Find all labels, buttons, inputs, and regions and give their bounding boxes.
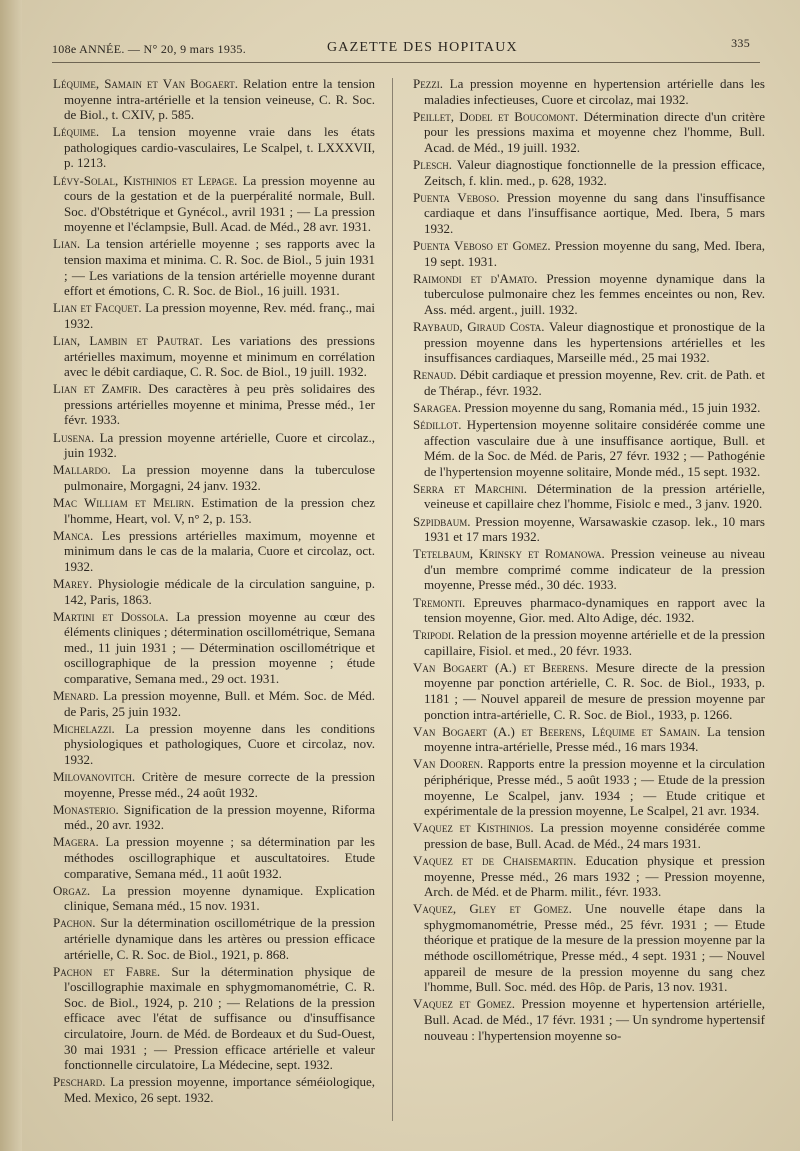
entry-author: Magera. — [53, 834, 99, 850]
issue-info: 108e ANNÉE. — N° 20, 9 mars 1935. — [52, 42, 247, 56]
entry-text: La pression moyenne dans les conditions physiologiques et pathologiques, Cuore et circolaz, nov. 1932. — [64, 720, 375, 767]
entry-author: Renaud. — [413, 367, 457, 383]
entry-author: Raybaud, Giraud Costa. — [413, 318, 545, 334]
journal-title: GAZETTE DES HOPITAUX — [327, 40, 518, 55]
entry-author: Van Bogaert (A.) et Beerens, Léquime et Samain. — [413, 723, 701, 739]
entry-author: Van Dooren. — [413, 756, 484, 772]
entry-author: Lian et Zamfir. — [53, 381, 142, 397]
bibliography-entry — [53, 173, 375, 235]
entry-text: Détermination directe d'un critère pour les pressions maxima et moyenne chez l'homme, Bull. Acad. de Méd., 19 juill. 1932. — [424, 108, 766, 155]
bibliography-entry — [413, 514, 765, 545]
bibliography-entry — [53, 333, 375, 380]
entry-text: La pression moyenne, Rev. méd. franç., mai 1932. — [64, 300, 375, 331]
bibliography-entry — [413, 660, 765, 722]
page-number: 335 — [731, 36, 750, 50]
entry-text: Rapports entre la pression moyenne et la circulation périphérique, Presse méd., 5 août 1933 ; — Etude de la pression moyenne, Le Scalpel, janv. 1934 ; — Etude critique et expérimentale de la pression moyenne, Le Scalpel, 21 avr. 1934. — [424, 756, 766, 819]
entry-author: Tetelbaum, Krinsky et Romanowa. — [413, 546, 605, 562]
entry-text: Valeur diagnostique fonctionnelle de la pression efficace, Zeitsch, f. klin. med., p. 628, 1932. — [424, 156, 765, 188]
entry-author: Michelazzi. — [53, 720, 115, 736]
entry-author: Serra et Marchini. — [413, 480, 527, 496]
left-column — [53, 76, 375, 1107]
entry-author: Pachon et Fabre. — [53, 963, 161, 979]
bibliography-entry — [413, 238, 765, 269]
entry-text: Pression moyenne, Warsawaskie czasop. lek., 10 mars 1931 et 17 mars 1932. — [424, 513, 765, 545]
bibliography-entry — [53, 721, 375, 768]
entry-text: Détermination de la pression artérielle, veineuse et capillaire chez l'homme, Fisiolc e med., 3 janv. 1920. — [424, 480, 765, 512]
bibliography-entry — [413, 319, 765, 366]
entry-text: La pression moyenne dynamique. Explication clinique, Semana méd., 15 nov. 1931. — [64, 882, 375, 914]
entry-text: La pression moyenne ; sa détermination par les méthodes oscillographique et auscultatoires. Etude comparative, Semana méd., 11 août 1932. — [64, 834, 375, 881]
entry-author: Peillet, Dodel et Boucomont. — [413, 108, 579, 124]
entry-text: Epreuves pharmaco-dynamiques en rapport avec la tension moyenne, Gior. med. Alto Adige, déc. 1932. — [424, 594, 765, 626]
entry-text: La pression moyenne, Bull. et Mém. Soc. de Méd. de Paris, 25 juin 1932. — [64, 688, 375, 719]
bibliography-entry — [413, 901, 765, 995]
bibliography-entry — [53, 528, 375, 575]
right-column — [413, 76, 765, 1045]
column-divider — [392, 78, 393, 1121]
bibliography-entry — [53, 609, 375, 687]
entry-text: La pression moyenne au cœur des éléments cliniques ; détermination oscillométrique, Semana med., 11 juin 1931 ; — Détermination oscillométrique et oscillographique de la pression moyenne ; étude comparative, Semana med., 29 oct. 1931. — [64, 608, 375, 686]
bibliography-entry — [413, 367, 765, 398]
entry-author: Vaquez, Gley et Gomez. — [413, 901, 572, 917]
bibliography-entry — [53, 430, 375, 461]
bibliography-entry — [53, 802, 375, 833]
entry-author: Lian, Lambin et Pautrat. — [53, 333, 203, 348]
entry-text: Education physique et pression moyenne, Presse méd., 26 mars 1932 ; — Pression moyenne, Arch. de Méd. et de Pharm. milit., févr. 1933. — [424, 853, 765, 900]
entry-author: Menard. — [53, 688, 99, 704]
entry-text: Une nouvelle étape dans la sphygmomanométrie, Presse méd., 25 févr. 1931 ; — Etude théorique et pratique de la mesure de la pression moyenne par la méthode oscillométrique, Presse méd., 4 sept. 1931 ; — Nouvel appareil de mesure de la pression moyenne du sang chez l'homme, Bull. Soc. méd. des Hôp. de Paris, 13 nov. 1931. — [424, 901, 765, 995]
entry-text: Pression moyenne du sang, Romania méd., 15 juin 1932. — [460, 399, 761, 415]
bibliography-entry — [413, 76, 765, 107]
header-rule — [52, 62, 760, 63]
bibliography-entry — [53, 300, 375, 331]
entry-text: Physiologie médicale de la circulation sanguine, p. 142, Paris, 1863. — [64, 575, 375, 607]
bibliography-entry — [53, 462, 375, 493]
bibliography-entry — [413, 756, 765, 818]
entry-author: Plesch. — [413, 156, 452, 172]
entry-author: Monasterio. — [53, 801, 119, 817]
entry-text: Les pressions artérielles maximum, moyenne et minimum dans le cas de la malaria, Cuore et circolaz, oct. 1932. — [64, 527, 375, 574]
entry-author: Manca. — [53, 527, 94, 543]
entry-text: Critère de mesure correcte de la pression moyenne, Presse méd., 24 août 1932. — [64, 769, 375, 800]
entry-text: La pression moyenne considérée comme pression de base, Bull. Acad. de Méd., 24 mars 1931. — [424, 820, 765, 851]
bibliography-entry — [413, 271, 765, 318]
bibliography-entry — [413, 546, 765, 593]
bibliography-entry — [53, 688, 375, 719]
entry-text: Estimation de la pression chez l'homme, Heart, vol. V, n° 2, p. 153. — [64, 494, 376, 526]
entry-text: Les variations des pressions artérielles maximum, moyenne et minimum en corrélation avec le débit cardiaque, C. R. Soc. de Biol., 19 juill. 1932. — [64, 333, 375, 380]
entry-author: Vaquez et Gomez. — [413, 996, 515, 1012]
entry-author: Pachon. — [53, 915, 96, 931]
running-header — [52, 32, 750, 58]
entry-author: Léquime. — [53, 124, 100, 140]
entry-text: Pression veineuse au niveau d'un membre comprimé comme indicateur de la pression moyenne, Presse méd., 30 déc. 1933. — [424, 546, 765, 593]
entry-text: La tension moyenne vraie dans les états pathologiques cardio-vasculaires, Le Scalpel, t. LXXXVII, p. 1213. — [64, 124, 375, 171]
bibliography-entry — [53, 381, 375, 428]
bibliography-entry — [413, 109, 765, 156]
entry-author: Lian. — [53, 236, 81, 252]
entry-text: Relation entre la tension moyenne intra-artérielle et la tension veineuse, C. R. Soc. de Biol., t. CXIV, p. 585. — [64, 76, 375, 123]
entry-text: Hypertension moyenne solitaire considérée comme une affection vasculaire due à une insuffisance aortique, Bull. et Mém. de la Soc. de Méd. de Paris, 27 févr. 1932 ; — Pathogénie de l'hypertension moyenne solitaire, Monde méd., 15 sept. 1932. — [424, 416, 765, 479]
entry-author: Szpidbaum. — [413, 513, 471, 529]
entry-author: Sédillot. — [413, 416, 462, 432]
entry-author: Marey. — [53, 575, 93, 591]
bibliography-entry — [53, 769, 375, 800]
entry-text: La tension artérielle moyenne ; ses rapports avec la tension maxima et minima. C. R. Soc. de Biol., 5 juin 1931 ; — Les variations de la tension artérielle moyenne durant effort et émotions, C. R. Soc. de Biol., 16 juill. 1931. — [64, 236, 375, 299]
entry-author: Tremonti. — [413, 594, 466, 610]
entry-text: Sur la détermination oscillométrique de la pression artérielle dynamique dans les artères ou pression efficace artérielle, C. R. Soc. de Biol., 1921, p. 868. — [64, 915, 375, 962]
entry-text: La pression moyenne au cours de la gestation et de la puerpéralité normale, Bull. Soc. d'Obstétrique et Gynécol., avril 1931 ; — La pression moyenne et l'éclampsie, Bull. Acad. de Méd., 28 avr. 1931. — [64, 172, 375, 235]
entry-text: Pression moyenne du sang dans l'insuffisance cardiaque et dans l'insuffisance aortique, Med. Ibera, 5 mars 1932. — [424, 189, 765, 236]
entry-author: Peschard. — [53, 1074, 106, 1090]
entry-text: Mesure directe de la pression moyenne par ponction artérielle, C. R. Soc. de Biol., 1933, p. 1181 ; — Nouvel appareil de mesure de pression moyenne par ponction intra-artérielle, C. R. Soc. de Biol., 1933, p. 1266. — [424, 659, 765, 722]
entry-author: Puenta Veboso et Gomez. — [413, 237, 551, 253]
bibliography-entry — [53, 915, 375, 962]
entry-text: Débit cardiaque et pression moyenne, Rev. crit. de Path. et de Thérap., févr. 1932. — [424, 367, 765, 398]
entry-author: Raimondi et d'Amato. — [413, 270, 538, 286]
bibliography-entry — [413, 724, 765, 755]
bibliography-entry — [53, 576, 375, 607]
entry-text: Relation de la pression moyenne artérielle et de la pression capillaire, Fisiol. et med., 20 févr. 1933. — [424, 627, 765, 658]
entry-text: La pression moyenne artérielle, Cuore et circolaz., juin 1932. — [64, 429, 375, 461]
entry-text: Pression moyenne du sang, Med. Ibera, 19 sept. 1931. — [424, 237, 765, 269]
bibliography-entry — [413, 190, 765, 237]
entry-author: Saragea. — [413, 399, 461, 415]
bibliography-entry — [413, 417, 765, 479]
bibliography-entry — [53, 883, 375, 914]
bibliography-entry — [53, 495, 375, 526]
entry-text: La pression moyenne, importance séméiologique, Med. Mexico, 26 sept. 1932. — [64, 1074, 375, 1105]
entry-author: Orgaz. — [53, 882, 91, 898]
entry-text: Pression moyenne dynamique dans la tuberculose pulmonaire chez les femmes enceintes ou non, Rev. Ass. méd. argent., juill. 1932. — [424, 270, 766, 317]
entry-author: Mallardo. — [53, 462, 111, 478]
bibliography-entry — [413, 481, 765, 512]
entry-text: Des caractères à peu près solidaires des pressions artérielles moyenne et minima, Presse méd., 1er févr. 1933. — [64, 381, 375, 428]
bibliography-entry — [53, 236, 375, 298]
bibliography-entry — [413, 595, 765, 626]
entry-author: Léquime, Samain et Van Bogaert. — [53, 76, 238, 91]
entry-author: Pezzi. — [413, 76, 443, 91]
entry-author: Mac William et Melirn. — [53, 494, 195, 510]
entry-author: Tripodi. — [413, 627, 455, 643]
entry-text: Pression moyenne et hypertension artérielle, Bull. Acad. de Méd., 17 févr. 1931 ; — Un syndrome hypertensif nouveau : l'hypertension moyenne so- — [424, 996, 766, 1043]
entry-text: Signification de la pression moyenne, Riforma méd., 20 avr. 1932. — [64, 801, 375, 833]
bibliography-entry — [53, 834, 375, 881]
entry-text: La pression moyenne en hypertension artérielle dans les maladies infectieuses, Cuore et circolaz, mai 1932. — [424, 76, 765, 107]
bibliography-entry — [53, 964, 375, 1073]
bibliography-entry — [413, 853, 765, 900]
entry-author: Van Bogaert (A.) et Beerens. — [413, 659, 589, 675]
entry-author: Lusena. — [53, 429, 95, 445]
entry-author: Vaquez et de Chaisemartin. — [413, 853, 577, 868]
entry-author: Lian et Facquet. — [53, 300, 142, 316]
entry-text: Sur la détermination physique de l'oscillographie maximale en sphygmomanométrie, C. R. Soc. de Biol., 1924, p. 210 ; — Relations de la pression efficace avec l'état de suffisance ou d'insuffisance circulatoire, Journ. de Méd. de Bordeaux et du Sud-Ouest, 30 mai 1931 ; — Pression efficace artérielle et valeur fonctionnelle circulatoire, La Médecine, sept. 1932. — [64, 963, 375, 1073]
entry-author: Vaquez et Kisthinios. — [413, 820, 534, 836]
entry-author: Puenta Veboso. — [413, 189, 500, 205]
entry-author: Lévy-Solal, Kisthinios et Lepage. — [53, 172, 238, 188]
bibliography-entry — [53, 76, 375, 123]
binding-edge — [0, 0, 22, 1151]
bibliography-entry — [413, 157, 765, 188]
entry-author: Martini et Dossola. — [53, 608, 169, 624]
bibliography-entry — [413, 820, 765, 851]
entry-text: La pression moyenne dans la tuberculose pulmonaire, Morgagni, 24 janv. 1932. — [64, 462, 375, 493]
bibliography-entry — [413, 627, 765, 658]
bibliography-entry — [413, 996, 765, 1043]
entry-text: Valeur diagnostique et pronostique de la pression moyenne dans les hypertensions artérielles et les insuffisances cardiaques, Marseille méd., 25 mai 1932. — [424, 318, 766, 366]
entry-text: La tension moyenne intra-artérielle, Presse méd., 16 mars 1934. — [424, 723, 765, 755]
bibliography-entry — [413, 400, 765, 416]
bibliography-entry — [53, 1074, 375, 1105]
entry-author: Milovanovitch. — [53, 769, 136, 785]
bibliography-entry — [53, 124, 375, 171]
